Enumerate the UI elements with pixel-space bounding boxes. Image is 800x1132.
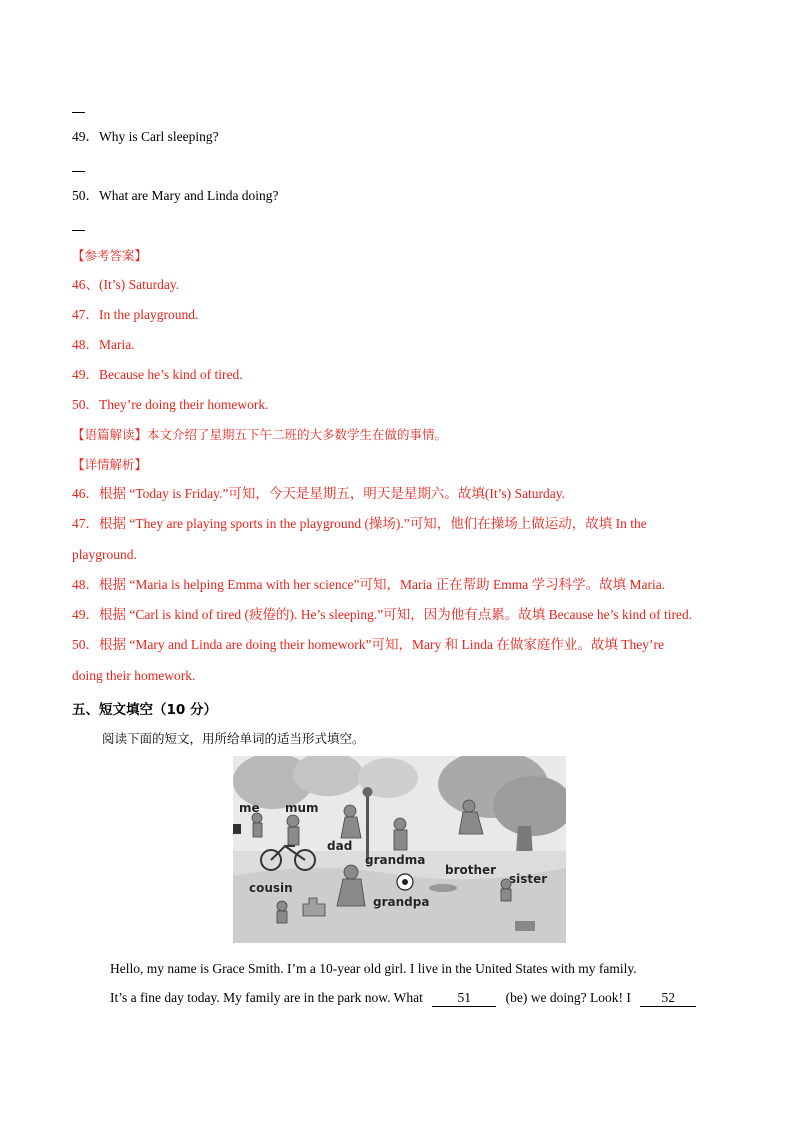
summary-text: 本文介绍了星期五下午二班的大多数学生在做的事情。: [147, 427, 448, 442]
label-mum: mum: [285, 801, 319, 815]
analysis-46: 46．根据 “Today is Friday.”可知，今天是星期五，明天是星期六。故填(It’s) Saturday.: [72, 486, 566, 501]
story-line-2: [110, 989, 696, 1007]
answer-50: 50．They’re doing their homework.: [72, 397, 269, 412]
question-number: 49: [72, 129, 86, 144]
analysis-48: 48．根据 “Maria is helping Emma with her science”可知，Maria 正在帮助 Emma 学习科学。故填 Maria.: [72, 577, 666, 592]
analysis-47: 47．根据 “They are playing sports in the playground (操场).”可知，他们在操场上做运动，故填 In the: [72, 516, 647, 531]
question-number: 50: [72, 188, 86, 203]
summary-label: 【语篇解读】: [72, 427, 148, 442]
answer-46: 46、(It’s) Saturday.: [72, 277, 180, 292]
answer-line-50: [72, 230, 85, 231]
blank-52[interactable]: 52: [640, 990, 696, 1007]
answer-47: 47．In the playground.: [72, 307, 199, 322]
analysis-50-cont: doing their homework.: [72, 668, 196, 683]
label-grandma: grandma: [365, 853, 426, 867]
summary: [72, 426, 447, 444]
answer-49: 49．Because he’s kind of tired.: [72, 367, 243, 382]
question-text: Why is Carl sleeping?: [99, 129, 219, 144]
question-50: 50．What are Mary and Linda doing?: [72, 188, 279, 203]
label-me: me: [239, 801, 260, 815]
label-grandpa: grandpa: [373, 895, 430, 909]
answer-line-49: [72, 171, 85, 172]
story-text: It’s a fine day today. My family are in the park now. What: [110, 990, 423, 1005]
analysis-47-cont: playground.: [72, 547, 137, 562]
question-49: 49．Why is Carl sleeping?: [72, 129, 219, 144]
question-text: What are Mary and Linda doing?: [99, 188, 279, 203]
label-cousin: cousin: [249, 881, 293, 895]
blank-51[interactable]: 51: [432, 990, 496, 1007]
analysis-50: 50．根据 “Mary and Linda are doing their homework”可知，Mary 和 Linda 在做家庭作业。故填 They’re: [72, 637, 664, 652]
park-family-illustration: [233, 756, 566, 943]
label-sister: sister: [509, 872, 548, 886]
story-line-1: Hello, my name is Grace Smith. I’m a 10-year old girl. I live in the United States with my family.: [110, 961, 637, 976]
story-text: (be) we doing? Look! I: [505, 990, 631, 1005]
answer-48: 48．Maria.: [72, 337, 135, 352]
section-heading: 五、短文填空（10 分）: [72, 702, 217, 718]
analysis-title: 【详情解析】: [72, 457, 148, 472]
label-dad: dad: [327, 839, 353, 853]
label-brother: brother: [445, 863, 497, 877]
analysis-49: 49．根据 “Carl is kind of tired (疲倦的). He’s sleeping.”可知，因为他有点累。故填 Because he’s kind of tired.: [72, 607, 693, 622]
answer-line-48: [72, 112, 85, 113]
answer-key-title: 【参考答案】: [72, 248, 148, 263]
section-instruction: 阅读下面的短文，用所给单词的适当形式填空。: [102, 731, 365, 746]
